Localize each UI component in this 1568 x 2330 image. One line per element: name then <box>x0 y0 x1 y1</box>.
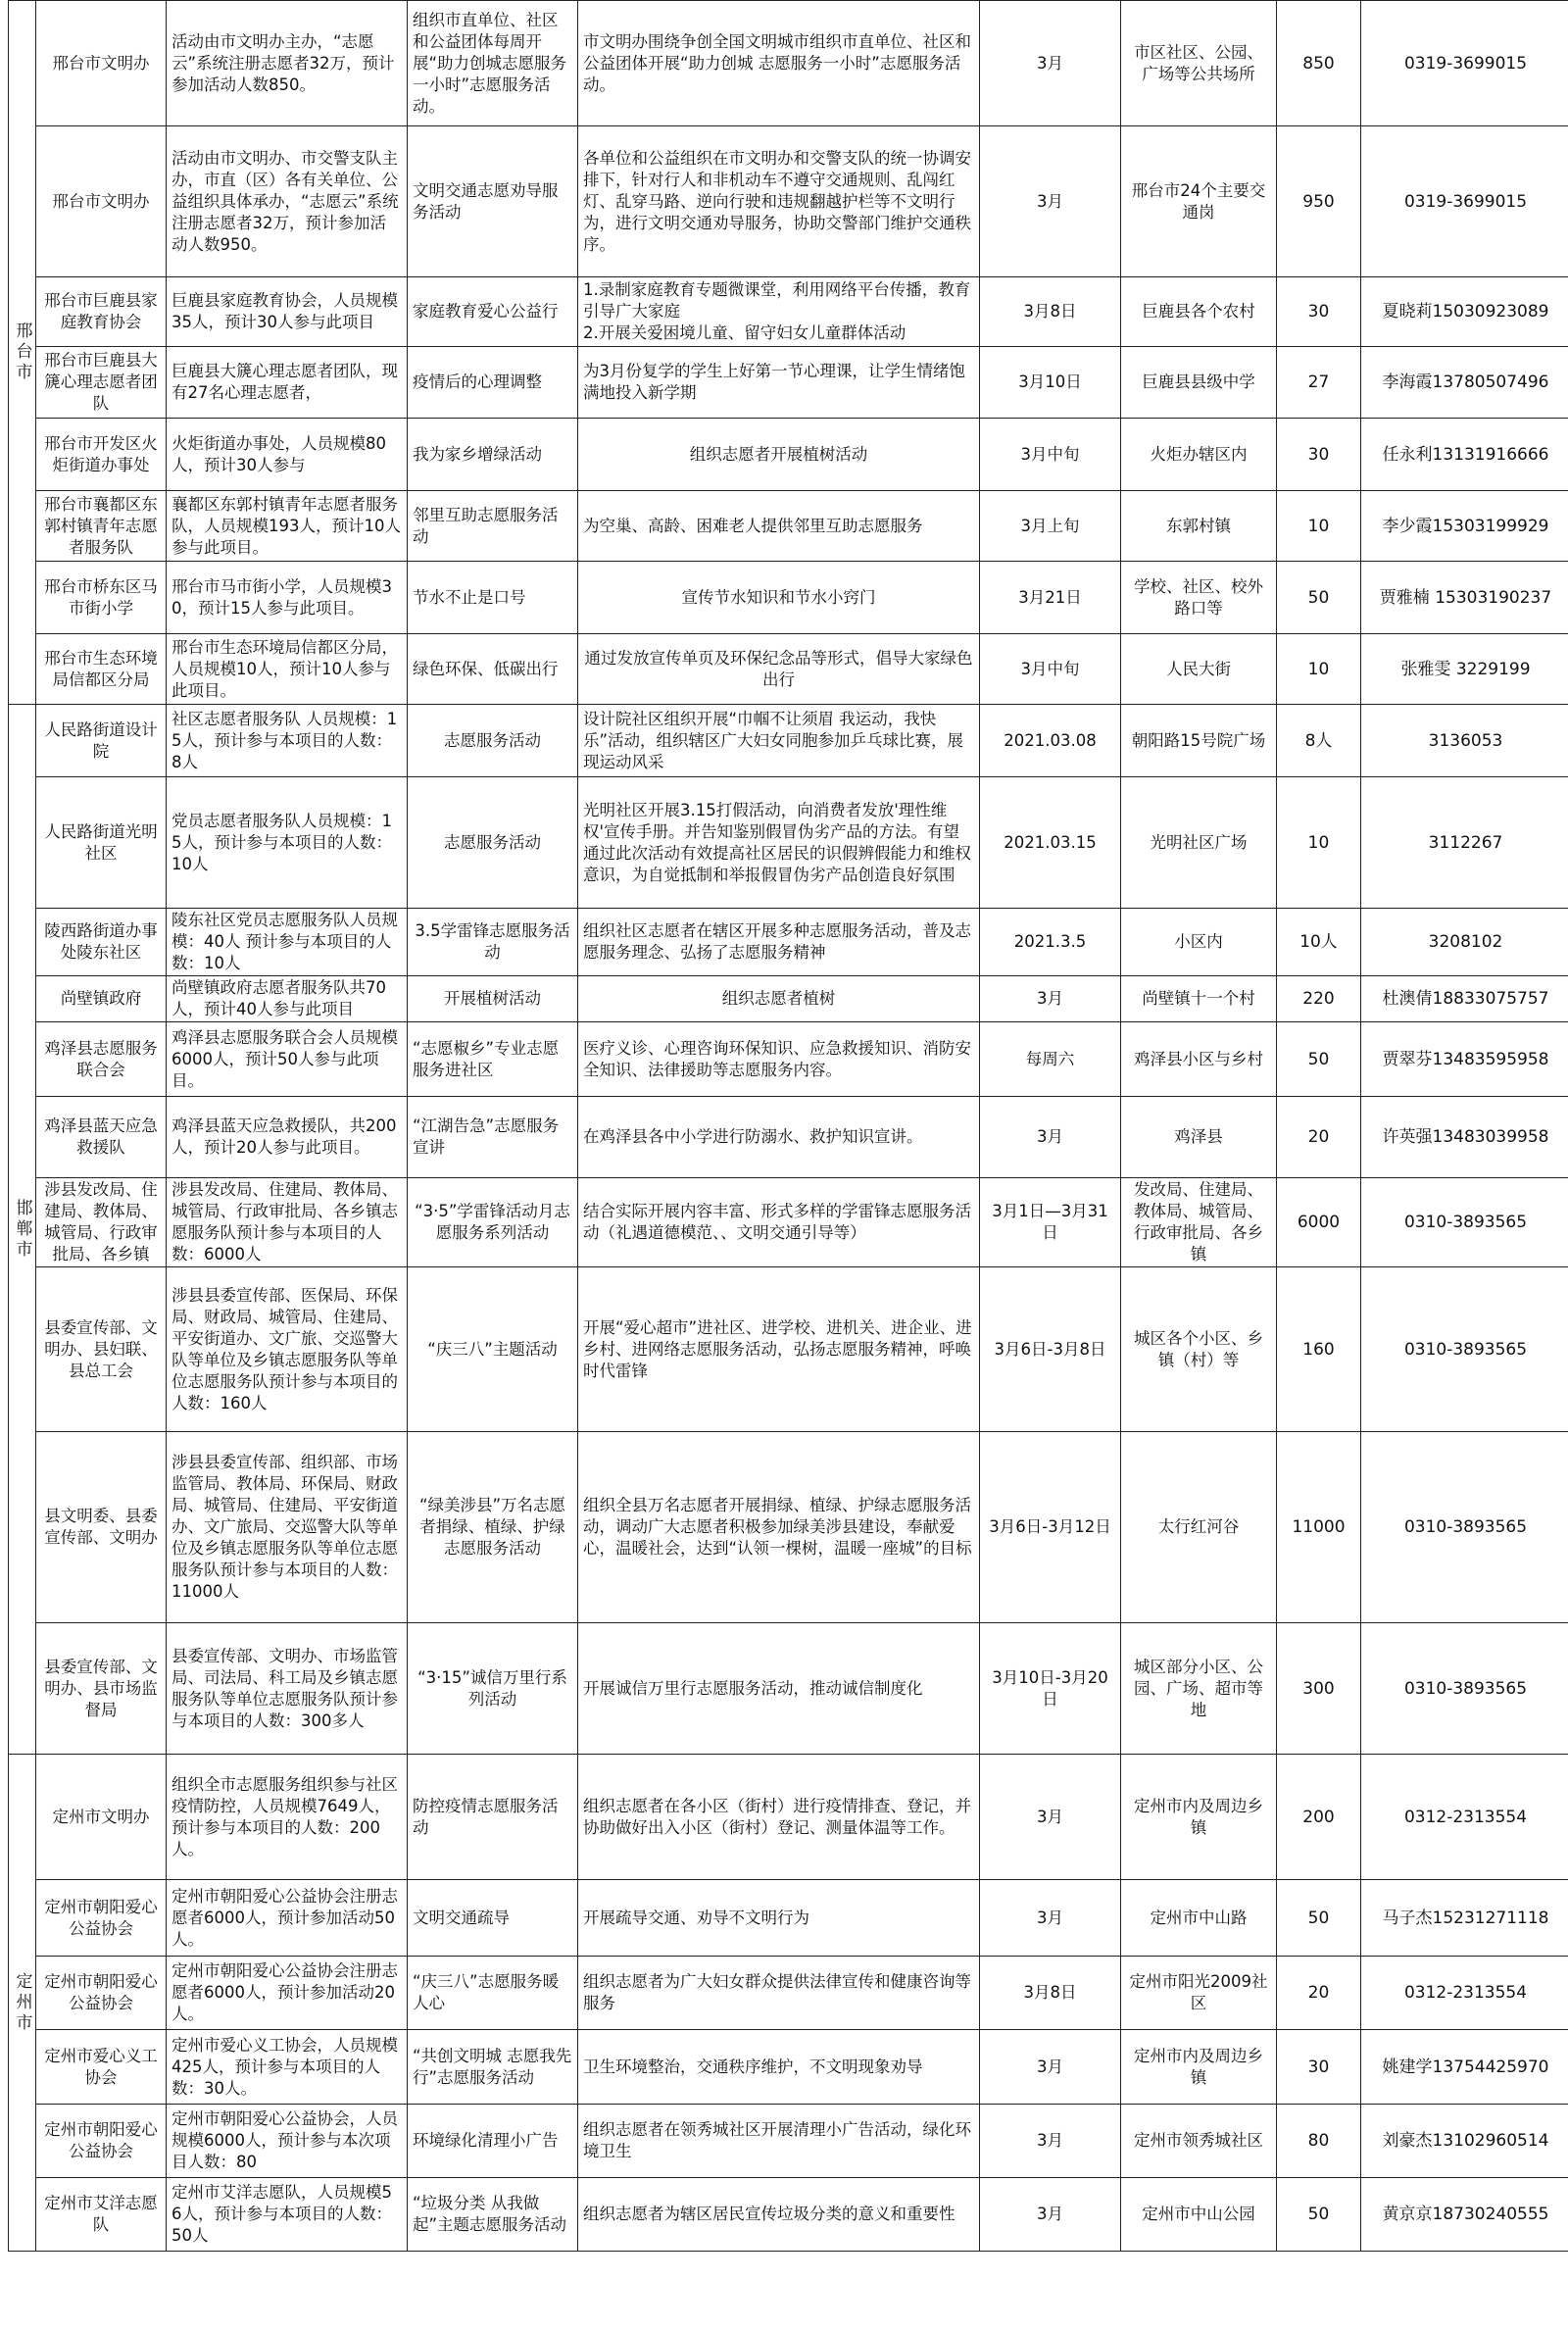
table-row <box>9 1432 1568 1623</box>
city-cell: 定州市 <box>9 1755 36 2252</box>
table-row <box>9 419 1568 491</box>
team-cell: 邢台市马市街小学，人员规模30，预计15人参与此项目。 <box>167 562 408 634</box>
org-cell: 邢台市巨鹿县家庭教育协会 <box>36 277 167 347</box>
table-row <box>9 1267 1568 1432</box>
table-row <box>9 1755 1568 1880</box>
table-row <box>9 1623 1568 1755</box>
org-cell: 定州市朝阳爱心公益协会 <box>36 1880 167 1957</box>
place-cell: 小区内 <box>1121 909 1277 976</box>
time-cell: 3月 <box>980 1097 1121 1178</box>
time-cell: 3月上旬 <box>980 491 1121 562</box>
place-cell: 定州市中山路 <box>1121 1880 1277 1957</box>
team-cell: 活动由市文明办主办，“志愿云”系统注册志愿者32万，预计参加活动人数850。 <box>167 1 408 126</box>
content-cell: 开展“爱心超市”进社区、进学校、进机关、进企业、进乡村、进网络志愿服务活动，弘扬志愿服务精神，呼唤时代雷锋 <box>578 1267 980 1432</box>
count-cell: 10 <box>1277 634 1361 705</box>
content-cell: 开展疏导交通、劝导不文明行为 <box>578 1880 980 1957</box>
count-cell: 220 <box>1277 976 1361 1022</box>
phone-cell: 刘豪杰13102960514 <box>1361 2105 1568 2178</box>
org-cell: 人民路街道光明社区 <box>36 777 167 909</box>
team-cell: 涉县县委宣传部、医保局、环保局、财政局、城管局、住建局、平安街道办、文广旅、交巡警大队等单位及乡镇志愿服务队等单位志愿服务队预计参与本项目的人数：160人 <box>167 1267 408 1432</box>
count-cell: 20 <box>1277 1957 1361 2030</box>
org-cell: 定州市朝阳爱心公益协会 <box>36 1957 167 2030</box>
team-cell: 社区志愿者服务队 人员规模：15人，预计参与本项目的人数：8人 <box>167 705 408 777</box>
activity-cell: “志愿椒乡”专业志愿服务进社区 <box>408 1022 578 1097</box>
team-cell: 火炬街道办事处，人员规模80人，预计30人参与 <box>167 419 408 491</box>
activity-cell: 志愿服务活动 <box>408 777 578 909</box>
phone-cell: 姚建学13754425970 <box>1361 2030 1568 2105</box>
team-cell: 鸡泽县蓝天应急救援队，共200人，预计20人参与此项目。 <box>167 1097 408 1178</box>
place-cell: 东郭村镇 <box>1121 491 1277 562</box>
time-cell: 3月中旬 <box>980 419 1121 491</box>
phone-cell: 0310-3893565 <box>1361 1267 1568 1432</box>
org-cell: 邢台市桥东区马市街小学 <box>36 562 167 634</box>
time-cell: 3月10日 <box>980 347 1121 419</box>
activity-cell: 环境绿化清理小广告 <box>408 2105 578 2178</box>
team-cell: 巨鹿县家庭教育协会，人员规模35人，预计30人参与此项目 <box>167 277 408 347</box>
phone-cell: 贾雅楠 15303190237 <box>1361 562 1568 634</box>
count-cell: 30 <box>1277 2030 1361 2105</box>
time-cell: 3月1日—3月31日 <box>980 1178 1121 1267</box>
count-cell: 30 <box>1277 277 1361 347</box>
org-cell: 邢台市襄都区东郭村镇青年志愿者服务队 <box>36 491 167 562</box>
content-cell: 组织志愿者开展植树活动 <box>578 419 980 491</box>
place-cell: 定州市阳光2009社区 <box>1121 1957 1277 2030</box>
table-row <box>9 634 1568 705</box>
count-cell: 10 <box>1277 491 1361 562</box>
phone-cell: 李海霞13780507496 <box>1361 347 1568 419</box>
count-cell: 10 <box>1277 777 1361 909</box>
table-row <box>9 562 1568 634</box>
activity-cell: 我为家乡增绿活动 <box>408 419 578 491</box>
table-row <box>9 1178 1568 1267</box>
content-cell: 开展诚信万里行志愿服务活动，推动诚信制度化 <box>578 1623 980 1755</box>
place-cell: 鸡泽县小区与乡村 <box>1121 1022 1277 1097</box>
team-cell: 鸡泽县志愿服务联合会人员规模6000人，预计50人参与此项目。 <box>167 1022 408 1097</box>
org-cell: 定州市爱心义工协会 <box>36 2030 167 2105</box>
phone-cell: 贾翠芬13483595958 <box>1361 1022 1568 1097</box>
count-cell: 50 <box>1277 2178 1361 2252</box>
count-cell: 160 <box>1277 1267 1361 1432</box>
time-cell: 3月 <box>980 2030 1121 2105</box>
table-row <box>9 1022 1568 1097</box>
content-cell: 在鸡泽县各中小学进行防溺水、救护知识宣讲。 <box>578 1097 980 1178</box>
content-cell: 光明社区开展3.15打假活动，向消费者发放'理性维权'宣传手册。并告知鉴别假冒伪劣产品的方法。有望通过此次活动有效提高社区居民的识假辨假能力和维权意识，为自觉抵制和举报假冒伪劣产品创造良好氛围 <box>578 777 980 909</box>
phone-cell: 0319-3699015 <box>1361 1 1568 126</box>
content-cell: 组织社区志愿者在辖区开展多种志愿服务活动，普及志愿服务理念、弘扬了志愿服务精神 <box>578 909 980 976</box>
table-row <box>9 491 1568 562</box>
count-cell: 950 <box>1277 126 1361 277</box>
phone-cell: 3112267 <box>1361 777 1568 909</box>
table-row <box>9 777 1568 909</box>
place-cell: 鸡泽县 <box>1121 1097 1277 1178</box>
team-cell: 襄都区东郭村镇青年志愿者服务队，人员规模193人，预计10人参与此项目。 <box>167 491 408 562</box>
time-cell: 3月 <box>980 1880 1121 1957</box>
phone-cell: 3208102 <box>1361 909 1568 976</box>
team-cell: 定州市朝阳爱心公益协会，人员规模6000人，预计参与本次项目人数：80 <box>167 2105 408 2178</box>
time-cell: 2021.03.15 <box>980 777 1121 909</box>
activity-cell: “庆三八”主题活动 <box>408 1267 578 1432</box>
org-cell: 定州市文明办 <box>36 1755 167 1880</box>
activity-cell: “江湖告急”志愿服务宣讲 <box>408 1097 578 1178</box>
place-cell: 市区社区、公园、广场等公共场所 <box>1121 1 1277 126</box>
table-row <box>9 976 1568 1022</box>
time-cell: 3月8日 <box>980 1957 1121 2030</box>
time-cell: 3月 <box>980 126 1121 277</box>
team-cell: 党员志愿者服务队人员规模：15人，预计参与本项目的人数：10人 <box>167 777 408 909</box>
team-cell: 尚壁镇政府志愿者服务队共70人，预计40人参与此项目 <box>167 976 408 1022</box>
content-cell: 市文明办围绕争创全国文明城市组织市直单位、社区和公益团体开展“助力创城 志愿服务一小时”志愿服务活动。 <box>578 1 980 126</box>
org-cell: 人民路街道设计院 <box>36 705 167 777</box>
time-cell: 3月 <box>980 2178 1121 2252</box>
org-cell: 定州市艾洋志愿队 <box>36 2178 167 2252</box>
content-cell: 各单位和公益组织在市文明办和交警支队的统一协调安排下，针对行人和非机动车不遵守交通规则、乱闯红灯、乱穿马路、逆向行驶和违规翻越护栏等不文明行为，进行文明交通劝导服务，协助交警部门维护交通秩序。 <box>578 126 980 277</box>
activity-cell: 节水不止是口号 <box>408 562 578 634</box>
activity-cell: “共创文明城 志愿我先行”志愿服务活动 <box>408 2030 578 2105</box>
place-cell: 定州市内及周边乡镇 <box>1121 2030 1277 2105</box>
activity-cell: “3·15”诚信万里行系列活动 <box>408 1623 578 1755</box>
activity-cell: 3.5学雷锋志愿服务活动 <box>408 909 578 976</box>
org-cell: 定州市朝阳爱心公益协会 <box>36 2105 167 2178</box>
table-body <box>9 1 1568 2252</box>
table-row <box>9 2178 1568 2252</box>
time-cell: 3月10日-3月20日 <box>980 1623 1121 1755</box>
content-cell: 组织志愿者为辖区居民宣传垃圾分类的意义和重要性 <box>578 2178 980 2252</box>
time-cell: 2021.03.08 <box>980 705 1121 777</box>
phone-cell: 任永利13131916666 <box>1361 419 1568 491</box>
count-cell: 6000 <box>1277 1178 1361 1267</box>
phone-cell: 3136053 <box>1361 705 1568 777</box>
phone-cell: 马子杰15231271118 <box>1361 1880 1568 1957</box>
place-cell: 定州市内及周边乡镇 <box>1121 1755 1277 1880</box>
table-row <box>9 909 1568 976</box>
content-cell: 为3月份复学的学生上好第一节心理课，让学生情绪饱满地投入新学期 <box>578 347 980 419</box>
place-cell: 太行红河谷 <box>1121 1432 1277 1623</box>
time-cell: 3月 <box>980 2105 1121 2178</box>
city-cell: 邢台市 <box>9 1 36 705</box>
activity-cell: 防控疫情志愿服务活动 <box>408 1755 578 1880</box>
org-cell: 邢台市巨鹿县大篪心理志愿者团队 <box>36 347 167 419</box>
phone-cell: 0310-3893565 <box>1361 1623 1568 1755</box>
count-cell: 30 <box>1277 419 1361 491</box>
phone-cell: 黄京京18730240555 <box>1361 2178 1568 2252</box>
org-cell: 邢台市开发区火炬街道办事处 <box>36 419 167 491</box>
org-cell: 邢台市文明办 <box>36 126 167 277</box>
activity-cell: “绿美涉县”万名志愿者捐绿、植绿、护绿志愿服务活动 <box>408 1432 578 1623</box>
place-cell: 定州市领秀城社区 <box>1121 2105 1277 2178</box>
org-cell: 尚壁镇政府 <box>36 976 167 1022</box>
team-cell: 邢台市生态环境局信都区分局，人员规模10人，预计10人参与此项目。 <box>167 634 408 705</box>
table-row <box>9 347 1568 419</box>
time-cell: 3月 <box>980 1755 1121 1880</box>
count-cell: 27 <box>1277 347 1361 419</box>
content-cell: 宣传节水知识和节水小窍门 <box>578 562 980 634</box>
place-cell: 城区各个小区、乡镇（村）等 <box>1121 1267 1277 1432</box>
team-cell: 陵东社区党员志愿服务队人员规模：40人 预计参与本项目的人数：10人 <box>167 909 408 976</box>
table-row <box>9 277 1568 347</box>
volunteer-activity-table <box>8 0 1568 2252</box>
phone-cell: 许英强13483039958 <box>1361 1097 1568 1178</box>
team-cell: 巨鹿县大篪心理志愿者团队，现有27名心理志愿者， <box>167 347 408 419</box>
content-cell: 组织志愿者植树 <box>578 976 980 1022</box>
content-cell: 通过发放宣传单页及环保纪念品等形式，倡导大家绿色出行 <box>578 634 980 705</box>
count-cell: 80 <box>1277 2105 1361 2178</box>
org-cell: 涉县发改局、住建局、教体局、城管局、行政审批局、各乡镇 <box>36 1178 167 1267</box>
phone-cell: 夏晓莉15030923089 <box>1361 277 1568 347</box>
activity-cell: “庆三八”志愿服务暖人心 <box>408 1957 578 2030</box>
place-cell: 学校、社区、校外路口等 <box>1121 562 1277 634</box>
table-row <box>9 1957 1568 2030</box>
team-cell: 活动由市文明办、市交警支队主办，市直（区）各有关单位、公益组织具体承办，“志愿云”系统注册志愿者32万，预计参加活动人数950。 <box>167 126 408 277</box>
activity-cell: 邻里互助志愿服务活动 <box>408 491 578 562</box>
time-cell: 2021.3.5 <box>980 909 1121 976</box>
phone-cell: 0310-3893565 <box>1361 1178 1568 1267</box>
org-cell: 陵西路街道办事处陵东社区 <box>36 909 167 976</box>
team-cell: 县委宣传部、文明办、市场监管局、司法局、科工局及乡镇志愿服务队等单位志愿服务队预计参与本项目的人数：300多人 <box>167 1623 408 1755</box>
place-cell: 尚壁镇十一个村 <box>1121 976 1277 1022</box>
activity-cell: 文明交通疏导 <box>408 1880 578 1957</box>
place-cell: 巨鹿县县级中学 <box>1121 347 1277 419</box>
time-cell: 3月8日 <box>980 277 1121 347</box>
org-cell: 鸡泽县蓝天应急救援队 <box>36 1097 167 1178</box>
time-cell: 3月中旬 <box>980 634 1121 705</box>
activity-cell: 家庭教育爱心公益行 <box>408 277 578 347</box>
activity-cell: 疫情后的心理调整 <box>408 347 578 419</box>
team-cell: 涉县发改局、住建局、教体局、城管局、行政审批局、各乡镇志愿服务队预计参与本项目的人数：6000人 <box>167 1178 408 1267</box>
place-cell: 定州市中山公园 <box>1121 2178 1277 2252</box>
activity-cell: 组织市直单位、社区和公益团体每周开展“助力创城志愿服务一小时”志愿服务活动。 <box>408 1 578 126</box>
count-cell: 300 <box>1277 1623 1361 1755</box>
count-cell: 10人 <box>1277 909 1361 976</box>
place-cell: 发改局、住建局、教体局、城管局、行政审批局、各乡镇 <box>1121 1178 1277 1267</box>
time-cell: 3月 <box>980 976 1121 1022</box>
table-row <box>9 1880 1568 1957</box>
phone-cell: 0319-3699015 <box>1361 126 1568 277</box>
content-cell: 组织志愿者为广大妇女群众提供法律宣传和健康咨询等服务 <box>578 1957 980 2030</box>
count-cell: 850 <box>1277 1 1361 126</box>
content-cell: 结合实际开展内容丰富、形式多样的学雷锋志愿服务活动（礼遇道德模范、、文明交通引导等） <box>578 1178 980 1267</box>
team-cell: 组织全市志愿服务组织参与社区疫情防控，人员规模7649人，预计参与本项目的人数：200人。 <box>167 1755 408 1880</box>
count-cell: 50 <box>1277 562 1361 634</box>
content-cell: 1.录制家庭教育专题微课堂，利用网络平台传播，教育引导广大家庭 2.开展关爱困境儿童、留守妇女儿童群体活动 <box>578 277 980 347</box>
activity-cell: 绿色环保、低碳出行 <box>408 634 578 705</box>
activity-cell: 开展植树活动 <box>408 976 578 1022</box>
phone-cell: 0312-2313554 <box>1361 1957 1568 2030</box>
org-cell: 邢台市文明办 <box>36 1 167 126</box>
content-cell: 医疗义诊、心理咨询环保知识、应急救援知识、消防安全知识、法律援助等志愿服务内容。 <box>578 1022 980 1097</box>
content-cell: 组织志愿者在领秀城社区开展清理小广告活动，绿化环境卫生 <box>578 2105 980 2178</box>
count-cell: 8人 <box>1277 705 1361 777</box>
team-cell: 定州市艾洋志愿队，人员规模56人，预计参与本项目的人数：50人 <box>167 2178 408 2252</box>
time-cell: 3月 <box>980 1 1121 126</box>
content-cell: 为空巢、高龄、困难老人提供邻里互助志愿服务 <box>578 491 980 562</box>
org-cell: 县委宣传部、文明办、县妇联、县总工会 <box>36 1267 167 1432</box>
count-cell: 200 <box>1277 1755 1361 1880</box>
time-cell: 3月6日-3月8日 <box>980 1267 1121 1432</box>
table-row <box>9 1097 1568 1178</box>
count-cell: 20 <box>1277 1097 1361 1178</box>
count-cell: 11000 <box>1277 1432 1361 1623</box>
org-cell: 县文明委、县委宣传部、文明办 <box>36 1432 167 1623</box>
phone-cell: 0312-2313554 <box>1361 1755 1568 1880</box>
count-cell: 50 <box>1277 1022 1361 1097</box>
time-cell: 3月6日-3月12日 <box>980 1432 1121 1623</box>
table-row <box>9 1 1568 126</box>
place-cell: 光明社区广场 <box>1121 777 1277 909</box>
phone-cell: 李少霞15303199929 <box>1361 491 1568 562</box>
time-cell: 每周六 <box>980 1022 1121 1097</box>
content-cell: 组织全县万名志愿者开展捐绿、植绿、护绿志愿服务活动，调动广大志愿者积极参加绿美涉县建设，奉献爱心，温暖社会，达到“认领一棵树，温暖一座城”的目标 <box>578 1432 980 1623</box>
count-cell: 50 <box>1277 1880 1361 1957</box>
team-cell: 定州市爱心义工协会，人员规模425人，预计参与本项目的人数：30人。 <box>167 2030 408 2105</box>
team-cell: 定州市朝阳爱心公益协会注册志愿者6000人，预计参加活动20人。 <box>167 1957 408 2030</box>
place-cell: 人民大街 <box>1121 634 1277 705</box>
table-row <box>9 126 1568 277</box>
place-cell: 朝阳路15号院广场 <box>1121 705 1277 777</box>
activity-cell: “垃圾分类 从我做起”主题志愿服务活动 <box>408 2178 578 2252</box>
table-row <box>9 705 1568 777</box>
place-cell: 邢台市24个主要交通岗 <box>1121 126 1277 277</box>
activity-cell: “3·5”学雷锋活动月志愿服务系列活动 <box>408 1178 578 1267</box>
content-cell: 卫生环境整治，交通秩序维护，不文明现象劝导 <box>578 2030 980 2105</box>
phone-cell: 张雅雯 3229199 <box>1361 634 1568 705</box>
place-cell: 火炬办辖区内 <box>1121 419 1277 491</box>
team-cell: 涉县县委宣传部、组织部、市场监管局、教体局、环保局、财政局、城管局、住建局、平安街道办、文广旅局、交巡警大队等单位及乡镇志愿服务队等单位志愿服务队预计参与本项目的人数：11000人 <box>167 1432 408 1623</box>
place-cell: 城区部分小区、公园、广场、超市等地 <box>1121 1623 1277 1755</box>
activity-cell: 文明交通志愿劝导服务活动 <box>408 126 578 277</box>
content-cell: 设计院社区组织开展“巾帼不让须眉 我运动，我快乐”活动，组织辖区广大妇女同胞参加乒乓球比赛，展现运动风采 <box>578 705 980 777</box>
org-cell: 邢台市生态环境局信都区分局 <box>36 634 167 705</box>
table-row <box>9 2030 1568 2105</box>
table-row <box>9 2105 1568 2178</box>
team-cell: 定州市朝阳爱心公益协会注册志愿者6000人，预计参加活动50人。 <box>167 1880 408 1957</box>
place-cell: 巨鹿县各个农村 <box>1121 277 1277 347</box>
phone-cell: 杜澳倩18833075757 <box>1361 976 1568 1022</box>
city-cell: 邯郸市 <box>9 705 36 1755</box>
org-cell: 县委宣传部、文明办、县市场监督局 <box>36 1623 167 1755</box>
activity-cell: 志愿服务活动 <box>408 705 578 777</box>
time-cell: 3月21日 <box>980 562 1121 634</box>
content-cell: 组织志愿者在各小区（街村）进行疫情排查、登记，并协助做好出入小区（街村）登记、测量体温等工作。 <box>578 1755 980 1880</box>
org-cell: 鸡泽县志愿服务联合会 <box>36 1022 167 1097</box>
phone-cell: 0310-3893565 <box>1361 1432 1568 1623</box>
